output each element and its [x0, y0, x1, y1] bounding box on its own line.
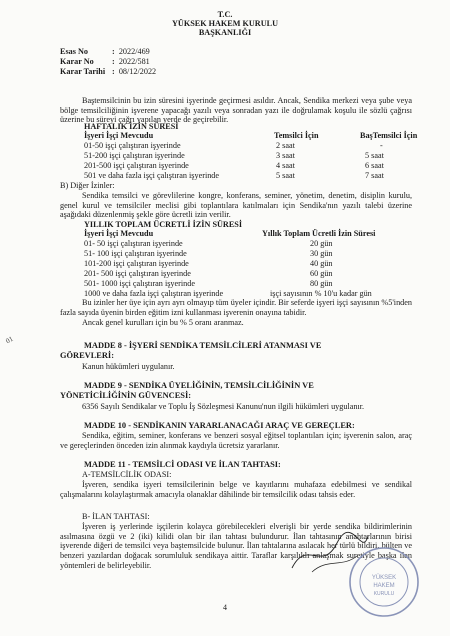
margin-mark: 01	[4, 334, 15, 346]
table-cell: 80 gün	[310, 279, 333, 288]
table-row: 201- 500 işçi çalıştıran işyerinde	[84, 269, 191, 278]
table-row: 51- 100 işçi çalıştıran işyerinde	[84, 249, 187, 258]
yearly-col-headcount: İşyeri İşçi Mevcudu	[84, 229, 154, 238]
article-11-a-text: İşveren, sendika işyeri temsilcilerinin belge ve kayıtlarını muhafaza edebilmesi ve sendikal çalışmalarını kolaylaştırmak amacıyla olanaklar dâhilinde bir temsilcilik odası tahsis eder.	[60, 480, 412, 499]
article-11-a-heading: A-TEMSİLCİLİK ODASI:	[82, 470, 172, 479]
header-tc: T.C.	[217, 10, 233, 19]
section-b-text: Sendika temsilci ve görevlilerine kongre, konferans, seminer, yönetim, denetim, disiplin kurulu, genel kurul ve temsilciler meclisi gibi toplantılara katılmaları için Sendika'nın yazılı talebi üzerine aşağıdaki düzenlenmiş şekle göre ücretli izin verilir.	[60, 191, 412, 220]
table-cell: 6 saat	[365, 161, 384, 170]
article-8-title: MADDE 8 - İŞYERİ SENDİKA TEMSİLCİLERİ ATANMASI VE	[84, 341, 322, 350]
table-cell: 20 gün	[310, 239, 333, 248]
after-table-paragraph: Bu izinler her üye için ayrı ayrı olmayıp tüm üyeler içindir. Bir seferde işyeri işçi sayısının %5'inden fazla sayıda üyenin birden eğitim izni kullanması işverenin onayına tabidir.	[60, 298, 412, 317]
table-cell: 5 saat	[276, 171, 295, 180]
table-cell: işçi sayısının % 10'u kadar gün	[270, 289, 372, 298]
table-cell: 5 saat	[365, 151, 384, 160]
table-row: 501- 1000 işçi çalıştıran işyerinde	[84, 279, 195, 288]
table-cell: 30 gün	[310, 249, 333, 258]
yearly-col-duration: Yıllık Toplam Ücretli İzin Süresi	[262, 229, 376, 238]
article-10-title: MADDE 10 - SENDİKANIN YARARLANACAĞI ARAÇ VE GEREÇLER:	[84, 421, 355, 430]
table-row: 501 ve daha fazla işçi çalıştıran işyerinde	[84, 171, 220, 180]
table-cell: 60 gün	[310, 269, 333, 278]
table-cell: 4 saat	[276, 161, 295, 170]
general-assembly-note: Ancak genel kurulları için bu % 5 oranı aranmaz.	[82, 318, 244, 327]
table-cell: 2 saat	[276, 141, 295, 150]
svg-text:KURULU: KURULU	[373, 591, 395, 597]
header-court: YÜKSEK HAKEM KURULU	[172, 19, 278, 28]
table-cell: 40 gün	[310, 259, 333, 268]
table-row: 51-200 işçi çalıştıran işyerinde	[84, 151, 185, 160]
table-cell: 7 saat	[365, 171, 384, 180]
weekly-col-headrep: BaşTemsilci İçin	[360, 131, 418, 140]
yearly-title: YILLIK TOPLAM ÜCRETLİ İZİN SÜRESİ	[84, 220, 243, 229]
table-cell: -	[380, 141, 383, 150]
svg-text:YÜKSEK: YÜKSEK	[371, 575, 397, 581]
section-b-heading: B) Diğer İzinler:	[60, 181, 115, 190]
article-9-title-cont: YÖNETİCİLİĞİNİN GÜVENCESİ:	[60, 391, 192, 400]
article-9-title: MADDE 9 - SENDİKA ÜYELİĞİNİN, TEMSİLCİLİĞİNİN VE	[84, 381, 314, 390]
svg-text:HAKEM: HAKEM	[373, 583, 395, 589]
weekly-col-rep: Temsilci İçin	[274, 131, 319, 140]
table-row: 201-500 işçi çalıştıran işyerinde	[84, 161, 189, 170]
article-10-text: Sendika, eğitim, seminer, konferans ve benzeri sosyal eğitsel toplantıları için; işverenin salon, araç ve gereçlerinden önceden izin alınmak kaydıyla ücretsiz yararlanır.	[60, 431, 412, 450]
article-9-text: 6356 Sayılı Sendikalar ve Toplu İş Sözleşmesi Kanunu'nun ilgili hükümleri uygulanır.	[82, 402, 365, 411]
page-number: 4	[223, 603, 227, 612]
article-8-title-cont: GÖREVLERİ:	[60, 351, 114, 360]
meta-esas: Esas No : 2022/469	[60, 47, 150, 56]
header-presidency: BAŞKANLIĞI	[198, 28, 252, 37]
meta-karar: Karar No : 2022/581	[60, 57, 150, 66]
article-11-title: MADDE 11 - TEMSİLCİ ODASI VE İLAN TAHTASI:	[84, 460, 281, 469]
table-row: 01-50 işçi çalıştıran işyerinde	[84, 141, 181, 150]
weekly-col-headcount: İşyeri İşçi Mevcudu	[84, 131, 154, 140]
article-11-b-heading: B- İLAN TAHTASI:	[82, 512, 150, 521]
weekly-title: HAFTALIK İZİN SÜRESİ	[84, 122, 179, 131]
table-row: 01- 50 işçi çalıştıran işyerinde	[84, 239, 183, 248]
table-row: 101-200 işçi çalıştıran işyerinde	[84, 259, 189, 268]
article-8-text: Kanun hükümleri uygulanır.	[82, 362, 175, 371]
table-row: 1000 ve daha fazla işçi çalıştıran işyerinde	[84, 289, 224, 298]
table-cell: 3 saat	[276, 151, 295, 160]
meta-karar-tarihi: Karar Tarihi : 08/12/2022	[60, 67, 157, 76]
article-11-b-text: İşveren iş yerlerinde işçilerin kolayca görebilecekleri elverişli bir yerde sendika bildirimlerinin asılmasına özgü ve 2 (iki) kilidi olan bir ilan tahtası bulundurur. İlan tahtasının anahtarlarının birisi işverende diğeri de temsilci veya baştemsilcide bulunur. İlan tahtalarına asılacak her türlü bildiri, bülten ve benzeri yazılardan doğacak sorumluluk sendikaya aittir. Taraflar karşılıklı anlaşmak suretiyle başka ilan yöntemleri de belirleyebilir.	[60, 522, 412, 570]
intro-paragraph: Baştemsilcinin bu izin süresini işyerinde geçirmesi asıldır. Ancak, Sendika merkezi veya şube veya bölge temsilciliğinin işverene yapacağı yazılı veya sonradan yazı ile doğrulamak koşulu ile sözlü çağrısı üzerine bu süreyi çağrı yapılan yerde de geçirebilir.	[60, 96, 412, 125]
